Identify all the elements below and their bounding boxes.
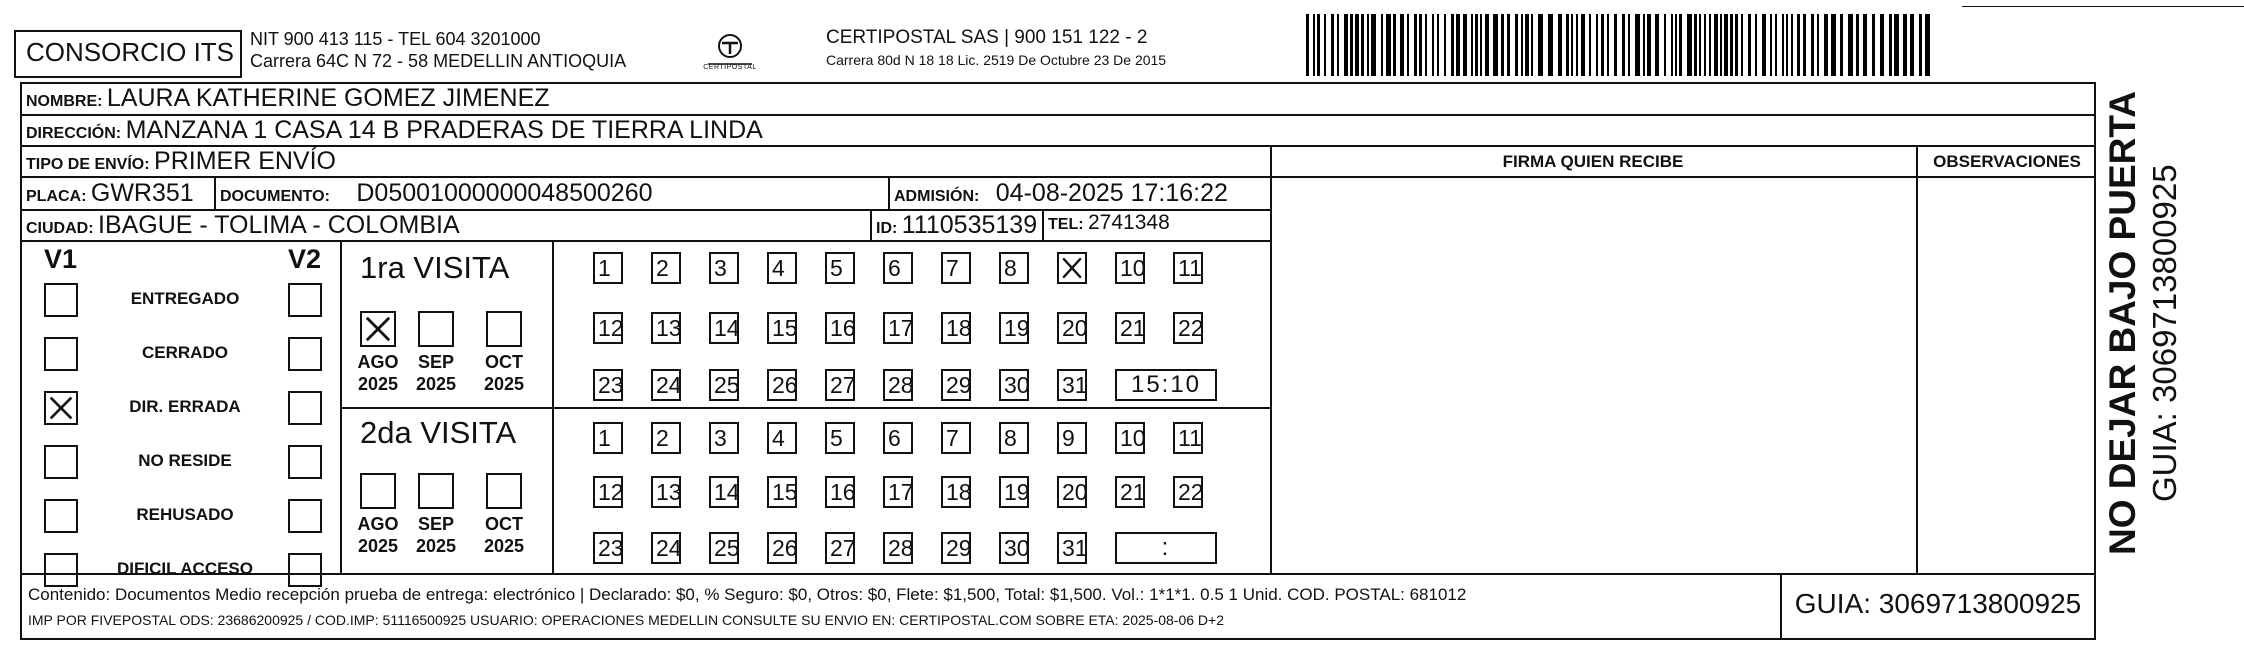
second-visit-day-box[interactable]: 25 [709, 532, 739, 564]
second-visit-day-box[interactable]: 13 [651, 476, 681, 508]
nombre-label: NOMBRE: [26, 93, 103, 110]
v1-checkbox[interactable] [44, 391, 78, 425]
tel-label: TEL: [1048, 216, 1084, 233]
first-visit-day-box[interactable]: 29 [941, 369, 971, 401]
company-name: CONSORCIO ITS [26, 37, 235, 67]
month-name: OCT [485, 352, 523, 372]
nombre-value: LAURA KATHERINE GOMEZ JIMENEZ [106, 84, 550, 112]
first-visit-day-box[interactable]: 13 [651, 312, 681, 344]
month-name: AGO [357, 514, 399, 534]
side-guia: GUIA: 3069713800925 [2146, 164, 2183, 502]
second-visit-day-box[interactable]: 5 [825, 422, 855, 454]
v2-checkbox[interactable] [288, 283, 322, 317]
status-label: DIFICIL ACCESO [116, 559, 253, 578]
second-visit-month-label [348, 513, 408, 557]
second-visit-day-box[interactable]: 17 [883, 476, 913, 508]
footer-line2: IMP POR FIVEPOSTAL ODS: 23686200925 / COD.IMP: 51116500925 USUARIO: OPERACIONES MEDELLIN CONSULTE SU ENVIO EN: CERTIPOSTAL.COM SOBRE ETA: 2025-08-06 D+2 [28, 612, 1225, 628]
company-info-line2: Carrera 64C N 72 - 58 MEDELLIN ANTIOQUIA [250, 51, 627, 71]
second-visit-day-box[interactable]: 8 [999, 422, 1029, 454]
col-line-months [552, 240, 554, 573]
month-year: 2025 [483, 374, 525, 394]
certipostal-logo-text: CERTIPOSTAL [703, 64, 757, 71]
second-visit-day-box[interactable]: 4 [767, 422, 797, 454]
ciudad-label: CIUDAD: [26, 220, 94, 237]
first-visit-day-box[interactable]: 1 [593, 252, 623, 284]
first-visit-time-box[interactable]: 15:10 [1115, 369, 1217, 401]
first-visit-day-box[interactable]: 5 [825, 252, 855, 284]
first-visit-day-box[interactable]: 7 [941, 252, 971, 284]
placa-value: GWR351 [90, 179, 194, 207]
first-visit-day-box[interactable]: 24 [651, 369, 681, 401]
second-visit-day-box[interactable]: 20 [1057, 476, 1087, 508]
observaciones-label: OBSERVACIONES [1933, 152, 2081, 171]
status-label: CERRADO [142, 343, 228, 362]
status-label: NO RESIDE [138, 451, 232, 470]
second-visit-day-box[interactable]: 22 [1173, 476, 1203, 508]
first-visit-day-box[interactable]: 3 [709, 252, 739, 284]
month-name: SEP [417, 352, 455, 372]
second-visit-day-box[interactable]: 16 [825, 476, 855, 508]
col-line-obs [1916, 145, 1918, 573]
status-label: ENTREGADO [130, 289, 240, 308]
first-visit-day-box[interactable]: 22 [1173, 312, 1203, 344]
second-visit-day-box[interactable]: 31 [1057, 532, 1087, 564]
second-visit-day-box[interactable]: 19 [999, 476, 1029, 508]
first-visit-day-box[interactable]: 20 [1057, 312, 1087, 344]
first-visit-day-box[interactable]: 4 [767, 252, 797, 284]
certipostal-logo [700, 30, 760, 74]
first-visit-day-box[interactable]: 27 [825, 369, 855, 401]
month-year: 2025 [357, 536, 399, 556]
tipo-label: TIPO DE ENVÍO: [26, 156, 150, 173]
second-visit-month-checkbox[interactable] [418, 473, 454, 509]
second-visit-day-box[interactable]: 7 [941, 422, 971, 454]
second-visit-label: 2da VISITA [360, 415, 517, 450]
second-visit-day-box[interactable]: 30 [999, 532, 1029, 564]
firma-label: FIRMA QUIEN RECIBE [1502, 152, 1684, 171]
first-visit-day-box[interactable]: 28 [883, 369, 913, 401]
second-visit-day-box[interactable]: 9 [1057, 422, 1087, 454]
carrier-info-line2: Carrera 80d N 18 18 Lic. 2519 De Octubre 23 De 2015 [826, 52, 1167, 68]
admision-field [894, 179, 1228, 208]
row-line-5 [20, 240, 1270, 242]
tipo-row [26, 147, 336, 176]
col-line-placa [214, 176, 216, 209]
second-visit-day-box[interactable]: 28 [883, 532, 913, 564]
v1-checkbox[interactable] [44, 553, 78, 587]
second-visit-day-box[interactable]: 15 [767, 476, 797, 508]
barcode [1306, 14, 1938, 76]
v1-checkbox[interactable] [44, 283, 78, 317]
direccion-label: DIRECCIÓN: [26, 125, 122, 142]
carrier-info-line1: CERTIPOSTAL SAS | 900 151 122 - 2 [826, 27, 1148, 48]
second-visit-day-box[interactable]: 2 [651, 422, 681, 454]
second-visit-day-box[interactable]: 6 [883, 422, 913, 454]
first-visit-day-box[interactable]: 25 [709, 369, 739, 401]
footer-guia: GUIA: 3069713800925 [1794, 588, 2082, 619]
documento-field [220, 179, 653, 208]
month-name: SEP [417, 514, 455, 534]
first-visit-day-box[interactable]: 21 [1115, 312, 1145, 344]
first-visit-month-checkbox[interactable] [418, 311, 454, 347]
first-visit-day-box[interactable] [1057, 252, 1087, 284]
v2-checkbox[interactable] [288, 445, 322, 479]
first-visit-month-label [348, 351, 408, 395]
month-year: 2025 [483, 536, 525, 556]
col-line-admision [888, 176, 890, 209]
second-visit-day-box[interactable]: 11 [1173, 422, 1203, 454]
first-visit-day-box[interactable]: 17 [883, 312, 913, 344]
v1-checkbox[interactable] [44, 499, 78, 533]
documento-value: D05001000000048500260 [356, 179, 653, 207]
month-name: OCT [485, 514, 523, 534]
visit-divider [340, 407, 1270, 409]
tipo-value: PRIMER ENVÍO [154, 147, 337, 175]
first-visit-day-box[interactable]: 6 [883, 252, 913, 284]
second-visit-month-label [406, 513, 466, 557]
first-visit-day-box[interactable]: 26 [767, 369, 797, 401]
tel-field [1048, 211, 1170, 235]
status-label: DIR. ERRADA [129, 397, 241, 416]
first-visit-day-box[interactable]: 23 [593, 369, 623, 401]
first-visit-month-checkbox[interactable] [486, 311, 522, 347]
second-visit-day-box[interactable]: 12 [593, 476, 623, 508]
status-label: REHUSADO [136, 505, 234, 524]
second-visit-day-box[interactable]: 26 [767, 532, 797, 564]
v1-label: V1 [44, 244, 78, 274]
col-line-id [870, 209, 872, 240]
v2-label: V2 [288, 244, 322, 274]
row-line-3 [20, 176, 2096, 178]
second-visit-day-box[interactable]: 21 [1115, 476, 1145, 508]
ciudad-field [26, 211, 460, 240]
second-visit-time-box[interactable]: : [1115, 532, 1217, 564]
first-visit-day-box[interactable]: 31 [1057, 369, 1087, 401]
second-visit-day-box[interactable]: 1 [593, 422, 623, 454]
col-line-status [340, 240, 342, 573]
v1-checkbox[interactable] [44, 337, 78, 371]
id-label: ID: [876, 220, 898, 237]
first-visit-day-box[interactable]: 19 [999, 312, 1029, 344]
side-warning: NO DEJAR BAJO PUERTA [2102, 91, 2143, 555]
placa-field [26, 179, 194, 208]
v2-checkbox[interactable] [288, 391, 322, 425]
top-right-rule [1962, 6, 2244, 7]
id-field [876, 211, 1037, 240]
tel-value: 2741348 [1088, 211, 1170, 234]
first-visit-day-box[interactable]: 12 [593, 312, 623, 344]
second-visit-month-checkbox[interactable] [486, 473, 522, 509]
second-visit-day-box[interactable]: 18 [941, 476, 971, 508]
company-info-line1: NIT 900 413 115 - TEL 604 3201000 [250, 29, 541, 49]
direccion-value: MANZANA 1 CASA 14 B PRADERAS DE TIERRA LINDA [125, 116, 763, 144]
ciudad-value: IBAGUE - TOLIMA - COLOMBIA [98, 211, 460, 239]
second-visit-day-box[interactable]: 14 [709, 476, 739, 508]
second-visit-day-box[interactable]: 29 [941, 532, 971, 564]
id-value: 1110535139 [901, 211, 1038, 239]
first-visit-label: 1ra VISITA [360, 250, 510, 285]
month-year: 2025 [357, 374, 399, 394]
second-visit-day-box[interactable]: 10 [1115, 422, 1145, 454]
first-visit-day-box[interactable]: 8 [999, 252, 1029, 284]
v1-checkbox[interactable] [44, 445, 78, 479]
col-line-tel [1042, 209, 1044, 240]
first-visit-day-box[interactable]: 11 [1173, 252, 1203, 284]
first-visit-day-box[interactable]: 14 [709, 312, 739, 344]
admision-value: 04-08-2025 17:16:22 [995, 179, 1228, 207]
month-year: 2025 [415, 374, 457, 394]
v2-checkbox[interactable] [288, 553, 322, 587]
row-line-6 [20, 573, 2096, 575]
first-visit-month-label [474, 351, 534, 395]
first-visit-day-box[interactable]: 18 [941, 312, 971, 344]
nombre-row [26, 84, 550, 113]
v2-checkbox[interactable] [288, 499, 322, 533]
first-visit-day-box[interactable]: 15 [767, 312, 797, 344]
second-visit-day-box[interactable]: 23 [593, 532, 623, 564]
month-name: AGO [357, 352, 399, 372]
first-visit-month-label [406, 351, 466, 395]
first-visit-day-box[interactable]: 16 [825, 312, 855, 344]
v2-checkbox[interactable] [288, 337, 322, 371]
documento-label: DOCUMENTO: [220, 188, 330, 205]
second-visit-day-box[interactable]: 27 [825, 532, 855, 564]
direccion-row [26, 116, 763, 145]
month-year: 2025 [415, 536, 457, 556]
footer-line1: Contenido: Documentos Medio recepción prueba de entrega: electrónico | Declarado: $0, % Seguro: $0, Otros: $0, Flete: $1,500, Total: $1,500. Vol.: 1*1*1. 0.5 1 Unid. COD. POSTAL: 681012 [28, 585, 1467, 604]
first-visit-day-box[interactable]: 2 [651, 252, 681, 284]
second-visit-day-box[interactable]: 3 [709, 422, 739, 454]
second-visit-day-box[interactable]: 24 [651, 532, 681, 564]
first-visit-day-box[interactable]: 30 [999, 369, 1029, 401]
placa-label: PLACA: [26, 188, 87, 205]
second-visit-month-checkbox[interactable] [360, 473, 396, 509]
first-visit-day-box[interactable]: 10 [1115, 252, 1145, 284]
admision-label: ADMISIÓN: [894, 188, 980, 205]
second-visit-month-label [474, 513, 534, 557]
first-visit-month-checkbox[interactable] [360, 311, 396, 347]
col-line-right-main [1270, 145, 1272, 573]
